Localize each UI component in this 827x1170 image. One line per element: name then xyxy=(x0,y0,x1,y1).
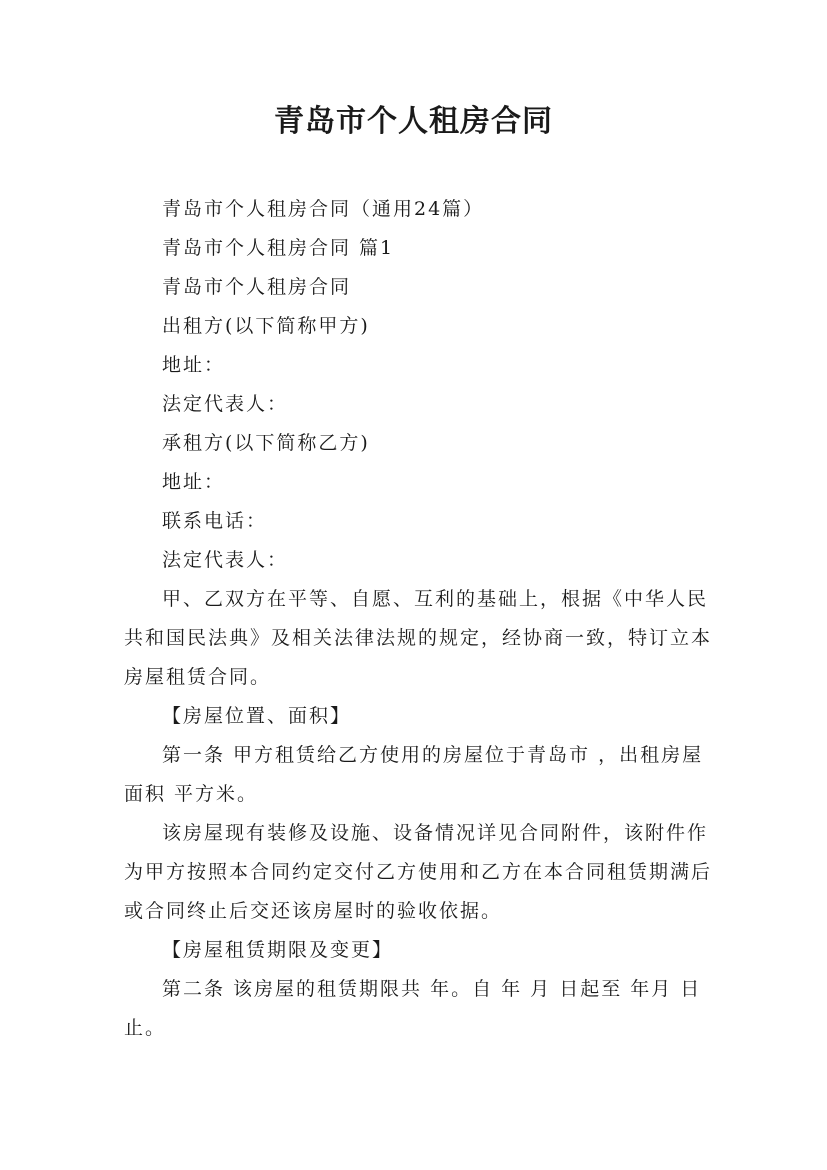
paragraph-article-2: 第二条 该房屋的租赁期限共 年。自 年 月 日起至 年月 日止。 xyxy=(124,978,702,1039)
paragraph-lessor: 出租方(以下简称甲方) xyxy=(162,315,370,337)
paragraph-lessee: 承租方(以下简称乙方) xyxy=(162,432,370,454)
paragraph-contract-name: 青岛市个人租房合同 xyxy=(162,276,352,298)
document-title: 青岛市个人租房合同 xyxy=(274,104,553,139)
paragraph-article-1: 第一条 甲方租赁给乙方使用的房屋位于青岛市 ，出租房屋面积 平方米。 xyxy=(124,744,704,805)
paragraph-lessee-address: 地址： xyxy=(162,471,226,493)
paragraph-lessor-representative: 法定代表人： xyxy=(162,393,289,415)
section-heading-lease-term: 【房屋租赁期限及变更】 xyxy=(162,939,394,961)
paragraph-subtitle: 青岛市个人租房合同（通用24篇） xyxy=(162,198,485,220)
paragraph-lessor-address: 地址： xyxy=(162,354,226,376)
section-heading-location-area: 【房屋位置、面积】 xyxy=(162,705,352,727)
document-body xyxy=(124,190,714,1048)
paragraph-lessee-phone: 联系电话： xyxy=(162,510,268,532)
paragraph-lessee-representative: 法定代表人： xyxy=(162,549,289,571)
paragraph-facilities: 该房屋现有装修及设施、设备情况详见合同附件，该附件作为甲方按照本合同约定交付乙方使用和乙方在本合同租赁期满后或合同终止后交还该房屋时的验收依据。 xyxy=(124,822,713,922)
paragraph-chapter-heading: 青岛市个人租房合同 篇1 xyxy=(162,237,395,259)
paragraph-preamble: 甲、乙双方在平等、自愿、互利的基础上，根据《中华人民共和国民法典》及相关法律法规的规定，经协商一致，特订立本房屋租赁合同。 xyxy=(124,588,713,688)
